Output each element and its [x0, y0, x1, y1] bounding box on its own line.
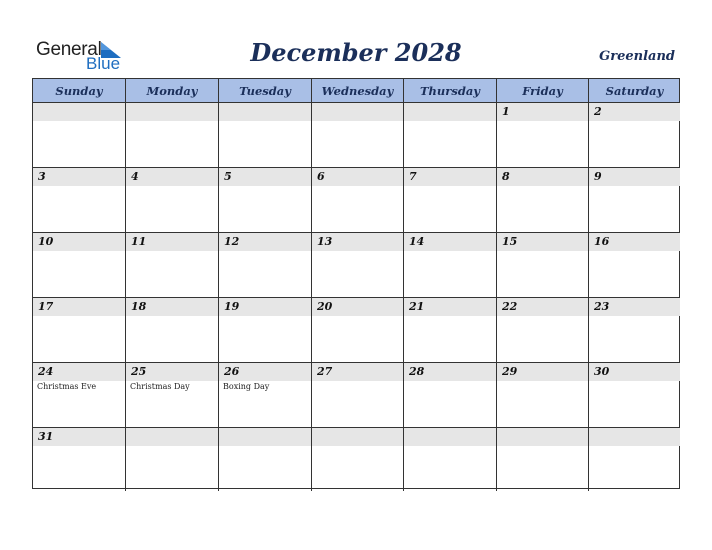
day-number: 17: [38, 300, 54, 313]
day-cell[interactable]: [588, 168, 680, 232]
country-label: Greenland: [599, 49, 675, 64]
week-row: [33, 363, 679, 428]
day-number-band: [33, 428, 125, 446]
day-number-band: [589, 233, 680, 251]
day-number: 29: [502, 365, 518, 378]
calendar-title: December 2028: [250, 38, 462, 67]
day-number-band: [497, 298, 588, 316]
day-number-band: [589, 428, 680, 446]
day-number: 12: [224, 235, 240, 248]
day-cell[interactable]: [33, 233, 125, 297]
day-number: 25: [131, 365, 147, 378]
day-cell[interactable]: [588, 103, 680, 167]
day-number-band: [312, 298, 403, 316]
day-number: 16: [594, 235, 610, 248]
day-number-band: [404, 233, 496, 251]
week-row: [33, 298, 679, 363]
day-number: 22: [502, 300, 518, 313]
day-number-band: [589, 103, 680, 121]
day-cell[interactable]: [496, 428, 588, 491]
day-number: 28: [409, 365, 425, 378]
holiday-label: Christmas Eve: [37, 382, 97, 391]
day-cell[interactable]: [218, 168, 311, 232]
day-number-band: [219, 233, 311, 251]
day-cell[interactable]: [218, 428, 311, 491]
day-cell[interactable]: [218, 298, 311, 362]
day-number-band: [404, 103, 496, 121]
day-cell[interactable]: [403, 298, 496, 362]
day-number-band: [126, 168, 218, 186]
day-number-band: [33, 103, 125, 121]
week-row: [33, 233, 679, 298]
day-number: 9: [594, 170, 602, 183]
day-number-band: [497, 168, 588, 186]
day-number-band: [404, 298, 496, 316]
day-cell[interactable]: [588, 363, 680, 427]
day-cell[interactable]: [311, 168, 403, 232]
day-cell[interactable]: [403, 168, 496, 232]
day-cell[interactable]: [125, 363, 218, 427]
day-cell[interactable]: [311, 298, 403, 362]
day-cell[interactable]: [33, 428, 125, 491]
day-number: 21: [409, 300, 425, 313]
logo-text-general: General: [36, 39, 102, 60]
day-number: 31: [38, 430, 54, 443]
day-cell[interactable]: [496, 298, 588, 362]
day-number-band: [312, 168, 403, 186]
day-cell[interactable]: [33, 363, 125, 427]
day-number: 30: [594, 365, 610, 378]
day-number-band: [126, 428, 218, 446]
day-number: 1: [502, 105, 510, 118]
day-cell[interactable]: [496, 168, 588, 232]
day-number: 24: [38, 365, 54, 378]
day-number: 10: [38, 235, 54, 248]
day-number-band: [33, 168, 125, 186]
day-number-band: [312, 428, 403, 446]
day-cell[interactable]: [33, 168, 125, 232]
day-cell[interactable]: [588, 298, 680, 362]
day-number-band: [312, 103, 403, 121]
day-cell[interactable]: [218, 233, 311, 297]
day-number: 26: [224, 365, 240, 378]
weeks-container: [33, 103, 679, 491]
day-number: 15: [502, 235, 518, 248]
day-number: 20: [317, 300, 333, 313]
day-number-band: [497, 363, 588, 381]
week-row: [33, 168, 679, 233]
day-number: 14: [409, 235, 425, 248]
day-number: 2: [594, 105, 602, 118]
day-number-band: [219, 168, 311, 186]
weekday-tuesday: Tuesday: [218, 79, 311, 103]
day-number: 18: [131, 300, 147, 313]
day-number-band: [589, 298, 680, 316]
day-cell[interactable]: [311, 428, 403, 491]
day-cell[interactable]: [125, 298, 218, 362]
day-number-band: [219, 363, 311, 381]
day-number-band: [126, 103, 218, 121]
day-number-band: [312, 233, 403, 251]
day-number-band: [312, 363, 403, 381]
week-row: [33, 428, 679, 491]
day-number-band: [33, 298, 125, 316]
day-number-band: [33, 363, 125, 381]
day-cell[interactable]: [403, 428, 496, 491]
weekday-monday: Monday: [125, 79, 218, 103]
day-number-band: [219, 298, 311, 316]
day-number-band: [589, 168, 680, 186]
day-cell[interactable]: [403, 233, 496, 297]
holiday-label: Boxing Day: [223, 382, 270, 391]
day-number-band: [404, 168, 496, 186]
day-cell[interactable]: [125, 428, 218, 491]
day-cell[interactable]: [496, 233, 588, 297]
day-cell[interactable]: [125, 233, 218, 297]
day-number-band: [589, 363, 680, 381]
day-cell[interactable]: [588, 428, 680, 491]
day-number-band: [497, 103, 588, 121]
weekday-wednesday: Wednesday: [311, 79, 403, 103]
day-cell[interactable]: [311, 363, 403, 427]
weekday-thursday: Thursday: [403, 79, 496, 103]
day-number-band: [404, 428, 496, 446]
day-number-band: [126, 363, 218, 381]
day-number-band: [126, 233, 218, 251]
day-cell[interactable]: [403, 363, 496, 427]
day-number-band: [33, 233, 125, 251]
day-number: 23: [594, 300, 610, 313]
day-number-band: [497, 233, 588, 251]
weekday-sunday: Sunday: [55, 84, 103, 98]
weekday-header-row: [33, 79, 679, 103]
weekday-saturday: Saturday: [588, 79, 680, 103]
day-number: 27: [317, 365, 333, 378]
weekday-friday: Friday: [496, 79, 588, 103]
day-cell[interactable]: [496, 363, 588, 427]
day-cell[interactable]: [125, 168, 218, 232]
day-number-band: [219, 428, 311, 446]
day-cell[interactable]: [218, 103, 311, 167]
day-cell[interactable]: [33, 103, 125, 167]
day-number: 5: [224, 170, 232, 183]
day-number: 8: [502, 170, 510, 183]
day-number-band: [404, 363, 496, 381]
logo-text-blue: Blue: [86, 54, 121, 73]
day-cell[interactable]: [311, 233, 403, 297]
day-number: 13: [317, 235, 333, 248]
day-number-band: [219, 103, 311, 121]
day-number-band: [126, 298, 218, 316]
holiday-label: Christmas Day: [130, 382, 190, 391]
week-row: [33, 103, 679, 168]
day-cell[interactable]: [496, 103, 588, 167]
day-cell[interactable]: [218, 363, 311, 427]
day-number-band: [497, 428, 588, 446]
day-cell[interactable]: [403, 103, 496, 167]
day-number: 3: [38, 170, 46, 183]
day-cell[interactable]: [588, 233, 680, 297]
day-number: 19: [224, 300, 240, 313]
day-cell[interactable]: [33, 298, 125, 362]
day-cell[interactable]: [311, 103, 403, 167]
day-number: 11: [131, 235, 147, 248]
day-number: 7: [409, 170, 417, 183]
day-number: 6: [317, 170, 325, 183]
day-cell[interactable]: [125, 103, 218, 167]
day-number: 4: [131, 170, 139, 183]
calendar-grid: [32, 78, 680, 489]
